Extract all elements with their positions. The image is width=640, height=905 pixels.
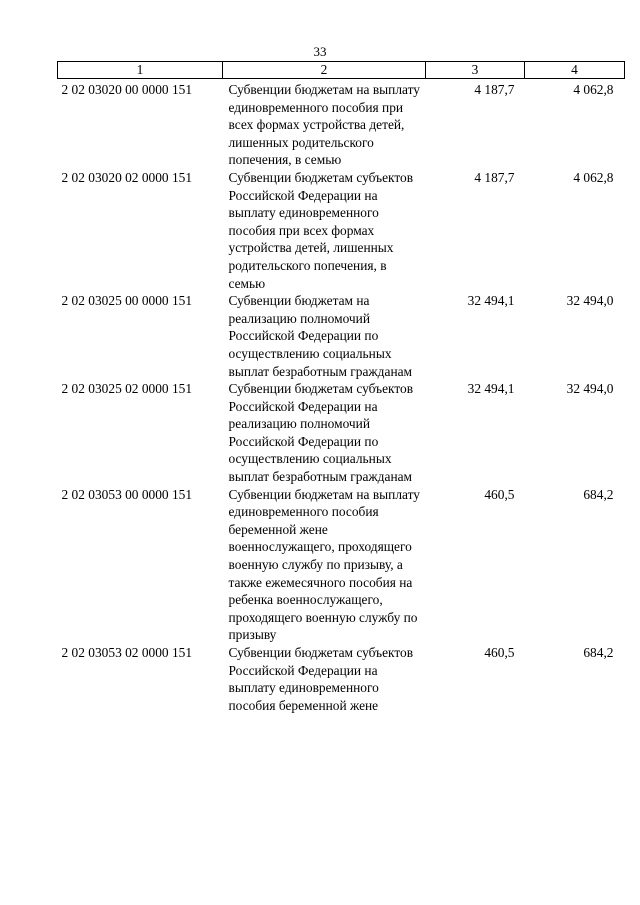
budget-code: 2 02 03053 02 0000 151 <box>61 645 193 660</box>
amount-col4: 32 494,0 <box>566 293 614 309</box>
row-description: Субвенции бюджетам на реализацию полномочий Российской Федерации по осуществлению социальных выплат безработным гражданам <box>228 293 413 379</box>
budget-code: 2 02 03053 00 0000 151 <box>61 486 193 502</box>
amount-col4: 684,2 <box>583 645 614 660</box>
budget-table <box>57 61 625 714</box>
table-header-row <box>58 62 625 79</box>
table-row <box>58 169 625 292</box>
table-row <box>58 486 625 644</box>
table-row <box>58 292 625 380</box>
amount-col4: 684,2 <box>583 486 614 502</box>
budget-code: 2 02 03020 02 0000 151 <box>61 169 193 185</box>
row-description: Субвенции бюджетам на выплату единовременного пособия при всех формах устройства детей, лишенных родительского попечения, в семью <box>228 82 420 168</box>
budget-code: 2 02 03025 00 0000 151 <box>61 293 193 309</box>
amount-col3: 4 187,7 <box>474 169 515 185</box>
table-row <box>58 644 625 714</box>
budget-code: 2 02 03025 02 0000 151 <box>61 381 193 397</box>
amount-col3: 460,5 <box>484 645 515 660</box>
column-header-2: 2 <box>223 62 426 79</box>
amount-col4: 32 494,0 <box>566 381 614 397</box>
column-header-1: 1 <box>58 62 223 79</box>
amount-col4: 4 062,8 <box>573 82 614 97</box>
amount-col3: 32 494,1 <box>467 381 515 397</box>
page-number: 33 <box>313 44 327 59</box>
column-header-3: 3 <box>426 62 525 79</box>
row-description: Субвенции бюджетам субъектов Российской Федерации на выплату единовременного пособия беременной жене <box>228 645 414 713</box>
row-description: Субвенции бюджетам на выплату единовременного пособия беременной жене военнослужащего, проходящего военную службу по призыву, а также ежемесячного пособия на ребенка военнослужащего, проходящего военную службу по призыву <box>228 486 420 643</box>
table-row <box>58 79 625 169</box>
table-row <box>58 380 625 486</box>
column-header-4: 4 <box>525 62 625 79</box>
amount-col3: 32 494,1 <box>467 293 515 309</box>
amount-col3: 4 187,7 <box>474 82 515 97</box>
amount-col4: 4 062,8 <box>573 169 614 185</box>
row-description: Субвенции бюджетам субъектов Российской Федерации на реализацию полномочий Российской Федерации по осуществлению социальных выплат безработным гражданам <box>228 381 414 485</box>
row-description: Субвенции бюджетам субъектов Российской Федерации на выплату единовременного пособия при всех формах устройства детей, лишенных родительского попечения, в семью <box>228 169 414 291</box>
budget-code: 2 02 03020 00 0000 151 <box>61 82 193 97</box>
amount-col3: 460,5 <box>484 486 515 502</box>
